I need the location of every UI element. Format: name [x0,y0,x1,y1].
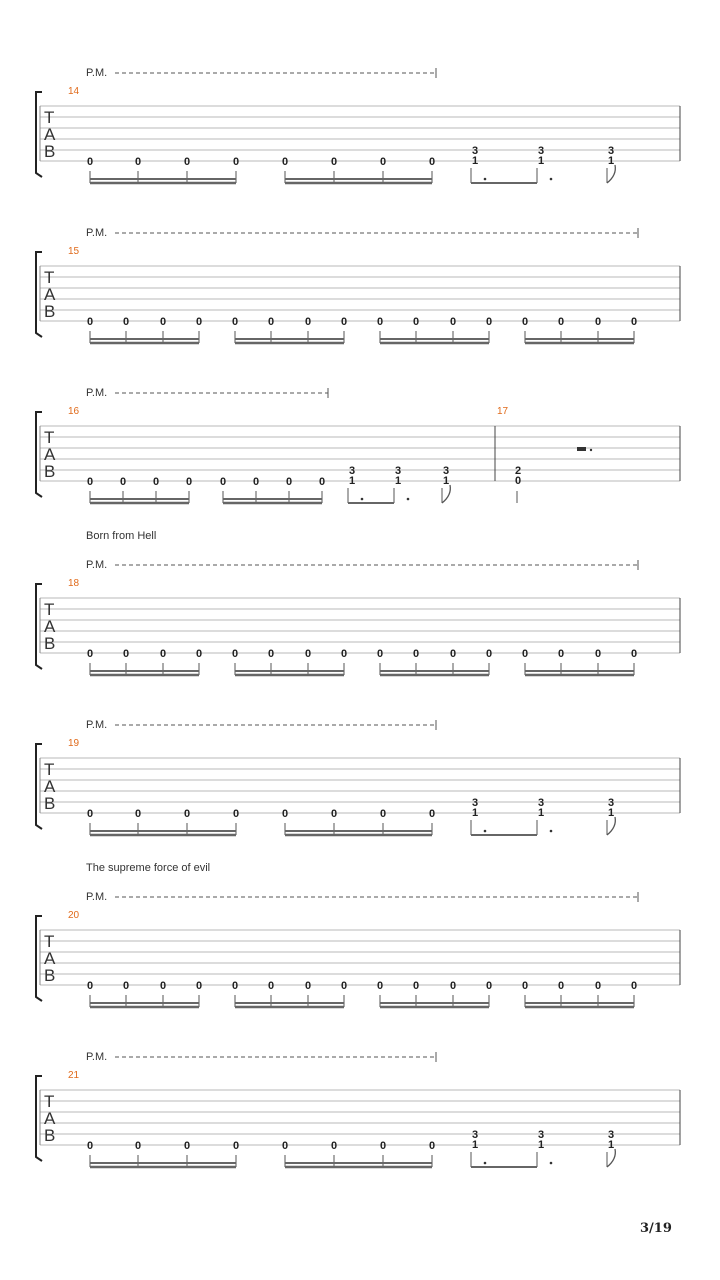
palm-mute-label: P.M. [86,227,108,239]
note-flag [607,1149,615,1167]
note-group [348,465,450,503]
lyric-text: The supreme force of evil [86,862,211,874]
fret-number: 0 [267,648,275,660]
tab-clef-letter: T [44,600,55,619]
fret-number: 1 [348,475,356,487]
fret-number: 0 [340,648,348,660]
fret-number: 0 [449,648,457,660]
palm-mute-label: P.M. [86,559,108,571]
fret-number: 0 [232,156,240,168]
note-group [232,980,347,1007]
fret-number: 3 [471,1129,479,1141]
fret-number: 1 [471,807,479,819]
note-group [377,648,492,675]
fret-number: 0 [514,475,522,487]
measure-number: 18 [68,578,80,589]
note-group [515,447,592,503]
note-group [282,1140,435,1167]
note-group [220,476,325,503]
tab-clef-letter: T [44,932,55,951]
fret-number: 1 [607,807,615,819]
note-flag [442,485,450,503]
fret-number: 0 [594,648,602,660]
fret-number: 0 [231,316,239,328]
fret-number: 1 [471,1139,479,1151]
note-group [87,1140,239,1167]
fret-number: 0 [183,1140,191,1152]
fret-number: 0 [219,476,227,488]
fret-number: 0 [304,980,312,992]
fret-number: 0 [281,808,289,820]
note-group [87,648,202,675]
fret-number: 0 [412,316,420,328]
fret-number: 0 [594,980,602,992]
fret-number: 0 [185,476,193,488]
note-group [471,145,615,183]
fret-number: 0 [159,648,167,660]
fret-number: 0 [594,316,602,328]
tab-clef-letter: T [44,108,55,127]
note-group [471,1129,615,1167]
tab-clef-letter: A [44,445,56,464]
tab-system [36,387,680,503]
fret-number: 0 [183,808,191,820]
palm-mute-label: P.M. [86,67,108,79]
tab-clef-letter: A [44,949,56,968]
tab-clef-letter: B [44,966,56,985]
fret-number: 0 [195,648,203,660]
rhythm-dot [484,830,487,833]
fret-number: 3 [607,797,615,809]
fret-number: 0 [449,316,457,328]
note-group [471,797,615,835]
tab-clef-letter: T [44,1092,55,1111]
rhythm-dot [361,498,364,501]
tab-clef-letter: A [44,1109,56,1128]
tab-clef-letter: B [44,462,56,481]
fret-number: 0 [318,476,326,488]
fret-number: 0 [630,980,638,992]
note-group [87,476,192,503]
fret-number: 3 [537,145,545,157]
note-group [87,316,202,343]
fret-number: 0 [379,1140,387,1152]
fret-number: 0 [521,648,529,660]
fret-number: 0 [195,980,203,992]
fret-number: 0 [281,156,289,168]
fret-number: 0 [86,476,94,488]
palm-mute-label: P.M. [86,1051,108,1063]
tab-system [36,862,680,1007]
note-group [522,980,637,1007]
fret-number: 1 [607,1139,615,1151]
rhythm-dot [550,178,553,181]
tab-system [36,67,680,183]
note-group [282,808,435,835]
rhythm-dot [484,1162,487,1165]
fret-number: 0 [86,156,94,168]
fret-number: 0 [557,648,565,660]
tab-clef-letter: A [44,777,56,796]
note-group [87,980,202,1007]
fret-number: 0 [252,476,260,488]
fret-number: 0 [330,156,338,168]
fret-number: 0 [630,648,638,660]
fret-number: 1 [537,807,545,819]
system-bracket [36,916,42,1001]
fret-number: 0 [267,316,275,328]
fret-number: 0 [304,316,312,328]
measure-number: 17 [497,406,509,417]
system-bracket [36,1076,42,1161]
fret-number: 1 [537,155,545,167]
fret-number: 0 [428,156,436,168]
fret-number: 0 [86,980,94,992]
tab-clef-letter: T [44,428,55,447]
fret-number: 0 [86,808,94,820]
fret-number: 0 [521,980,529,992]
fret-number: 0 [330,808,338,820]
fret-number: 1 [537,1139,545,1151]
note-group [377,980,492,1007]
fret-number: 0 [376,980,384,992]
measure-number: 21 [68,1070,80,1081]
fret-number: 0 [330,1140,338,1152]
tab-clef-letter: T [44,760,55,779]
palm-mute-label: P.M. [86,387,108,399]
fret-number: 0 [86,1140,94,1152]
fret-number: 1 [394,475,402,487]
fret-number: 0 [134,1140,142,1152]
tab-clef-letter: B [44,142,56,161]
fret-number: 0 [232,808,240,820]
rhythm-dot [550,830,553,833]
fret-number: 0 [557,316,565,328]
tab-system [36,227,680,343]
fret-number: 0 [449,980,457,992]
fret-number: 0 [159,980,167,992]
fret-number: 1 [607,155,615,167]
fret-number: 0 [134,156,142,168]
fret-number: 0 [122,648,130,660]
note-group [87,808,239,835]
fret-number: 0 [376,316,384,328]
system-bracket [36,92,42,177]
fret-number: 0 [159,316,167,328]
tab-system [36,1051,680,1167]
fret-number: 0 [428,1140,436,1152]
fret-number: 0 [340,980,348,992]
fret-number: 3 [537,1129,545,1141]
tab-clef-letter: B [44,1126,56,1145]
palm-mute-label: P.M. [86,719,108,731]
fret-number: 3 [442,465,450,477]
tab-clef-letter: A [44,125,56,144]
fret-number: 0 [195,316,203,328]
measure-number: 20 [68,910,80,921]
note-group [377,316,492,343]
measure-number: 14 [68,86,80,97]
fret-number: 3 [607,145,615,157]
tab-clef-letter: A [44,617,56,636]
note-group [232,316,347,343]
fret-number: 0 [232,1140,240,1152]
system-bracket [36,252,42,337]
fret-number: 0 [521,316,529,328]
system-bracket [36,584,42,669]
tab-clef-letter: B [44,634,56,653]
rhythm-dot [484,178,487,181]
fret-number: 0 [122,980,130,992]
fret-number: 0 [340,316,348,328]
fret-number: 0 [267,980,275,992]
system-bracket [36,412,42,497]
fret-number: 0 [557,980,565,992]
fret-number: 0 [86,648,94,660]
fret-number: 0 [122,316,130,328]
fret-number: 3 [537,797,545,809]
fret-number: 0 [376,648,384,660]
tab-clef-letter: B [44,302,56,321]
tab-clef-letter: B [44,794,56,813]
measure-number: 16 [68,406,80,417]
fret-number: 3 [471,145,479,157]
fret-number: 1 [471,155,479,167]
fret-number: 0 [119,476,127,488]
note-flag [607,817,615,835]
fret-number: 0 [412,648,420,660]
fret-number: 0 [86,316,94,328]
fret-number: 0 [134,808,142,820]
note-group [87,156,239,183]
half-rest [577,447,586,451]
system-bracket [36,744,42,829]
page-number: 3/19 [640,1221,672,1236]
note-flag [607,165,615,183]
rhythm-dot [590,449,592,451]
fret-number: 0 [379,156,387,168]
rhythm-dot [407,498,410,501]
note-group [522,648,637,675]
fret-number: 0 [485,316,493,328]
rhythm-dot [550,1162,553,1165]
fret-number: 0 [183,156,191,168]
fret-number: 0 [428,808,436,820]
lyric-text: Born from Hell [86,530,157,542]
tab-system [36,719,680,835]
note-group [282,156,435,183]
fret-number: 0 [485,980,493,992]
note-group [232,648,347,675]
palm-mute-label: P.M. [86,891,108,903]
fret-number: 0 [231,980,239,992]
fret-number: 3 [471,797,479,809]
fret-number: 0 [231,648,239,660]
fret-number: 0 [630,316,638,328]
fret-number: 0 [304,648,312,660]
measure-number: 19 [68,738,80,749]
fret-number: 0 [152,476,160,488]
note-group [522,316,637,343]
tab-system [36,530,680,675]
tab-clef-letter: T [44,268,55,287]
fret-number: 0 [281,1140,289,1152]
fret-number: 2 [514,465,522,477]
fret-number: 0 [285,476,293,488]
fret-number: 0 [485,648,493,660]
fret-number: 3 [607,1129,615,1141]
fret-number: 3 [394,465,402,477]
fret-number: 0 [379,808,387,820]
tab-clef-letter: A [44,285,56,304]
measure-number: 15 [68,246,80,257]
fret-number: 1 [442,475,450,487]
fret-number: 0 [412,980,420,992]
fret-number: 3 [348,465,356,477]
